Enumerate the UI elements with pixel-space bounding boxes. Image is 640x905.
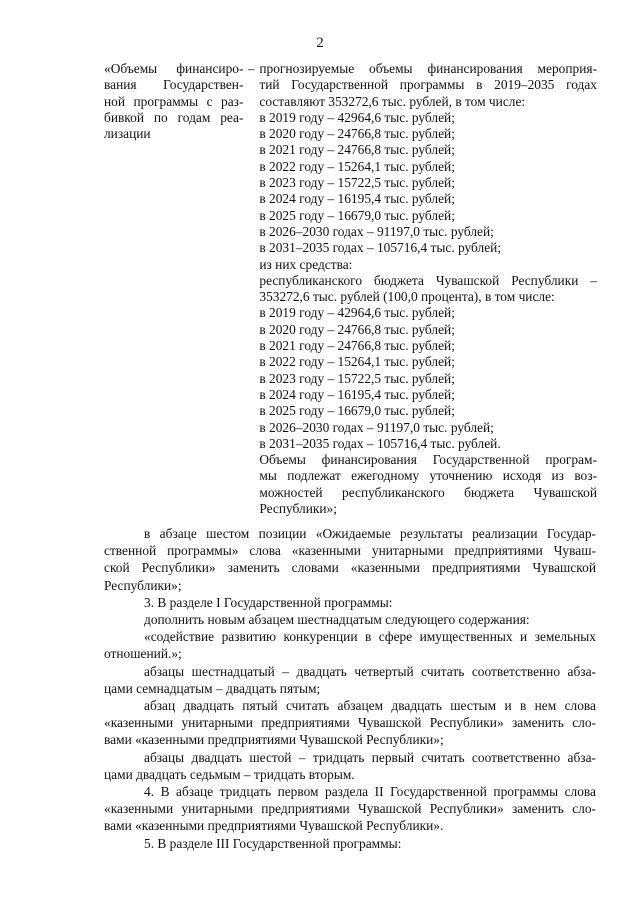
year-line: в 2025 году – 16679,0 тыс. рублей; (259, 403, 455, 419)
paragraph-line: «казенными унитарными предприятиями Чувашской Республики» заменить сло- (104, 801, 596, 817)
left-cell-line: лизации (104, 126, 151, 142)
year-line: в 2020 году – 24766,8 тыс. рублей; (259, 321, 455, 337)
paragraph-line: отношений.»; (104, 646, 182, 662)
left-cell-line: вания Государствен- (104, 77, 244, 93)
from-them-line: из них средства: (259, 256, 353, 272)
paragraph-line: в абзаце шестом позиции «Ожидаемые результаты реализации Государ- (144, 526, 596, 541)
budget-line: республиканского бюджета Чувашской Республики – (259, 272, 597, 288)
intro-line: составляют 353272,6 тыс. рублей, в том числе: (259, 93, 526, 109)
year-line: в 2026–2030 годах – 91197,0 тыс. рублей; (259, 419, 494, 435)
left-cell-line: бивкой по годам реа- (104, 109, 244, 125)
year-line: в 2019 году – 42964,6 тыс. рублей; (259, 305, 455, 321)
section-item: 4. В абзаце тридцать первом раздела II Государственной программы слова (144, 784, 596, 800)
note-line: Объемы финансирования Государственной програм- (259, 452, 597, 468)
year-line: в 2031–2035 годах – 105716,4 тыс. рублей. (259, 435, 501, 451)
paragraph-line: абзац двадцать пятый считать абзацем двадцать шестым и в нем слова (144, 698, 596, 714)
note-line: можностей республиканского бюджета Чувашской (259, 484, 597, 500)
note-line: Республики»; (259, 501, 337, 517)
year-line: в 2020 году – 24766,8 тыс. рублей; (259, 126, 455, 142)
paragraph-line: ской Республики» заменить словами «казенными предприятиями Чувашской (104, 560, 596, 576)
intro-line: прогнозируемые объемы финансирования мероприя- (259, 61, 597, 76)
year-line: в 2023 году – 15722,5 тыс. рублей; (259, 175, 455, 191)
paragraph-line: вами «казенными предприятиями Чувашской Республики». (104, 818, 444, 834)
paragraph-line: Республики»; (104, 577, 182, 593)
paragraph-line: «казенными унитарными предприятиями Чувашской Республики» заменить сло- (104, 715, 596, 731)
year-line: в 2019 году – 42964,6 тыс. рублей; (259, 109, 455, 125)
section-item: 5. В разделе III Государственной программы: (144, 835, 402, 851)
year-line: в 2026–2030 годах – 91197,0 тыс. рублей; (259, 223, 494, 239)
year-line: в 2024 году – 16195,4 тыс. рублей; (259, 191, 455, 207)
page-number: 2 (316, 35, 324, 51)
paragraph-line: «содействие развитию конкуренции в сфере имущественных и земельных (144, 629, 596, 645)
paragraph-line: цами двадцать седьмым – тридцать вторым. (104, 766, 355, 782)
paragraph-line: цами семнадцатым – двадцать пятым; (104, 680, 321, 696)
note-line: мы подлежат ежегодному уточнению исходя из воз- (259, 468, 597, 484)
year-line: в 2024 году – 16195,4 тыс. рублей; (259, 386, 455, 402)
position-name-cell (104, 61, 243, 517)
paragraph-line: абзацы шестнадцатый – двадцать четвертый считать соответственно абза- (144, 663, 596, 679)
dash-separator: – (248, 61, 255, 76)
paragraph-line: абзацы двадцать шестой – тридцать первый считать соответственно абза- (144, 749, 596, 765)
year-line: в 2022 году – 15264,1 тыс. рублей; (259, 354, 455, 370)
position-content-cell (259, 61, 597, 517)
left-cell-line: «Объемы финансиро- (104, 61, 244, 76)
year-line: в 2021 году – 24766,8 тыс. рублей; (259, 338, 455, 354)
section-item: 3. В разделе I Государственной программы: (144, 594, 393, 610)
amendment-text (104, 525, 596, 852)
paragraph-line: вами «казенными предприятиями Чувашской Республики»; (104, 732, 444, 748)
year-line: в 2025 году – 16679,0 тыс. рублей; (259, 207, 455, 223)
left-cell-line: ной программы с раз- (104, 93, 244, 109)
year-line: в 2022 году – 15264,1 тыс. рублей; (259, 158, 455, 174)
paragraph-line: ственной программы» слова «казенными унитарными предприятиями Чуваш- (104, 543, 596, 559)
year-line: в 2023 году – 15722,5 тыс. рублей; (259, 370, 455, 386)
budget-line: 353272,6 тыс. рублей (100,0 процента), в том числе: (259, 289, 555, 305)
intro-line: тий Государственной программы в 2019–2035 годах (259, 77, 597, 93)
passport-table-row (104, 61, 597, 517)
year-line: в 2021 году – 24766,8 тыс. рублей; (259, 142, 455, 158)
year-line: в 2031–2035 годах – 105716,4 тыс. рублей; (259, 240, 502, 256)
paragraph-line: дополнить новым абзацем шестнадцатым следующего содержания: (144, 612, 530, 628)
